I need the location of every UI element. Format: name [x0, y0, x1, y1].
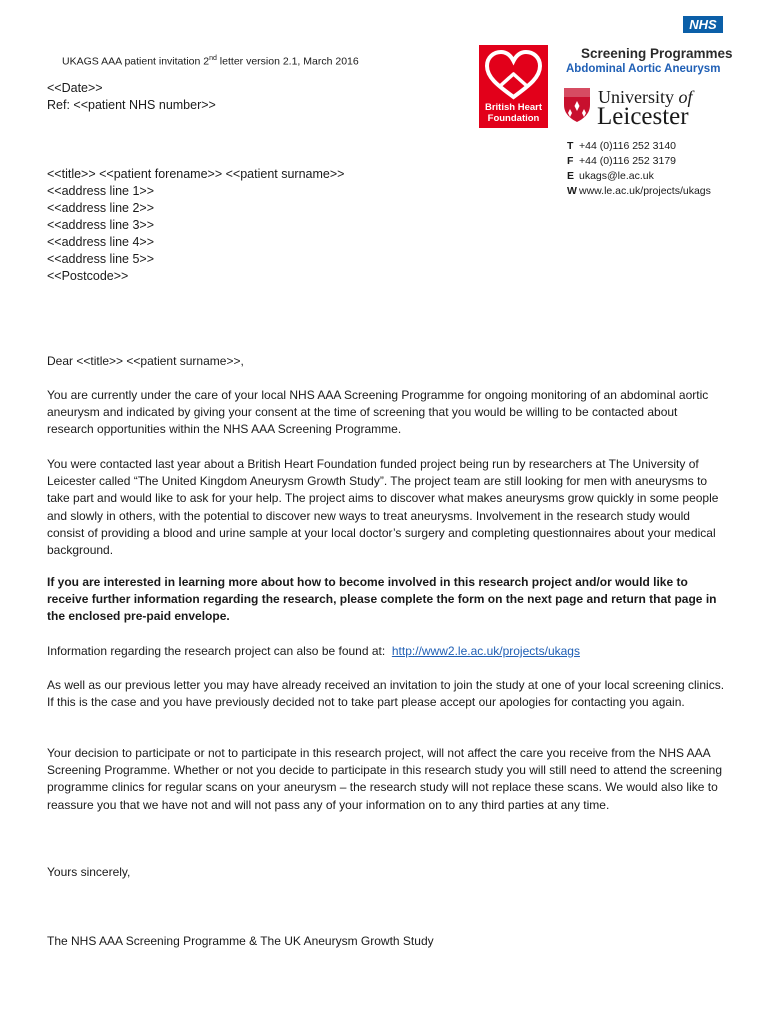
screening-subtitle: Abdominal Aortic Aneurysm: [566, 63, 721, 75]
address-line: <<address line 2>>: [47, 201, 155, 215]
address-line: <<address line 4>>: [47, 235, 155, 249]
closing: Yours sincerely,: [47, 865, 131, 879]
paragraph-care: You are currently under the care of your local NHS AAA Screening Programme for ongoing monitoring of an abdominal aortic aneurysm and indicated by giving your consent at the time of screening that you would be willing to be contacted about research opportunities within the NHS AAA Screening Programme.: [47, 388, 709, 437]
address-line: <<address line 1>>: [47, 184, 155, 198]
uol-university: University: [598, 87, 679, 107]
screening-title: Screening Programmes: [581, 46, 733, 61]
contact-email[interactable]: E ukags@le.ac.uk: [567, 170, 654, 182]
paragraph-project: You were contacted last year about a British Heart Foundation funded project being run by researchers at The University of Leicester called “The United Kingdom Aneurysm Growth Study”. The project team are still looking for men with aneurysms to take part and would like to ask for your help. The project aims to discover what makes aneurysms grow quickly in some people and slowly in others, with the potential to discover new ways to treat aneurysms. Involvement in the research study would consist of providing a blood and urine sample at your local doctor’s surgery and completing questionnaires about your medical background.: [47, 457, 719, 558]
address-line: <<Postcode>>: [47, 269, 129, 283]
salutation: Dear <<title>> <<patient surname>>,: [47, 354, 244, 368]
bhf-logo: [479, 45, 548, 128]
signature: The NHS AAA Screening Programme & The UK Aneurysm Growth Study: [47, 934, 434, 948]
version-sup: nd: [209, 55, 217, 62]
address-line: <<address line 3>>: [47, 218, 155, 232]
version-pre: UKAGS AAA patient invitation 2: [62, 55, 210, 68]
letter-version: [62, 55, 359, 68]
version-post: letter version 2.1, March 2016: [216, 55, 359, 68]
contact-fax: F +44 (0)116 252 3179: [567, 155, 677, 167]
address-line: <<title>> <<patient forename>> <<patient surname>>: [47, 167, 345, 181]
contact-block: [567, 139, 711, 199]
contact-phone: T +44 (0)116 252 3140: [567, 140, 677, 152]
heart-icon: [479, 47, 548, 103]
nhs-logo: NHS: [683, 16, 723, 33]
letter-date: <<Date>>: [47, 81, 103, 95]
bhf-line1: British Heart: [484, 102, 542, 113]
paragraph-decision: Your decision to participate or not to participate in this research project, will not affect the care you receive from the NHS AAA Screening Programme. Whether or not you decide to participate in this research study you will still need to attend the screening programme clinics for regular scans on your aneurysm – the research study will not replace these scans. We would also like to reassure you that we have not and will not pass any of your information on to any third parties at any time.: [47, 746, 723, 812]
uol-of: of: [678, 87, 693, 107]
paragraph-call-to-action: If you are interested in learning more about how to become involved in this research project and/or would like to receive further information regarding the research, please complete the form on the next page and return that page in the enclosed pre-paid envelope.: [47, 575, 717, 624]
contact-web[interactable]: W www.le.ac.uk/projects/ukags: [567, 185, 711, 197]
address-block: [47, 166, 344, 285]
uol-shield-icon: [563, 87, 591, 123]
uol-name-line2: Leicester: [597, 103, 689, 130]
address-line: <<address line 5>>: [47, 252, 155, 266]
letter-ref: Ref: <<patient NHS number>>: [47, 98, 216, 112]
info-text: Information regarding the research project can also be found at:: [47, 644, 386, 658]
project-link[interactable]: http://www2.le.ac.uk/projects/ukags: [391, 644, 580, 658]
bhf-line2: Foundation: [487, 113, 540, 124]
paragraph-previous-letter: As well as our previous letter you may have already received an invitation to join the study at one of your local screening clinics. If this is the case and you have previously decided not to take part please accept our apologies for contacting you again.: [47, 678, 725, 710]
paragraph-info: [47, 643, 727, 660]
